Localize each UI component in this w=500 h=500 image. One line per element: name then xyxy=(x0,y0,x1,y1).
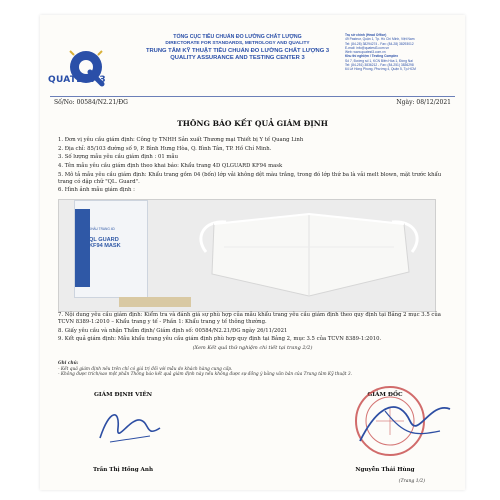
document-date: Ngày: 08/12/2021 xyxy=(396,99,451,106)
item-description: 5. Mô tả mẫu yêu cầu giám định: Khẩu trang gồm 04 (bốn) lớp vải không dệt màu trắng, trong đó lớp thứ ba là vải melt blown, mặt trước khẩu trang có dập chữ "QL. Guard". xyxy=(58,171,442,185)
package-subtitle: KHẨU TRANG 4D xyxy=(89,227,115,231)
contact-line: 64 Lê Hồng Phong, Phường 4, Quận 5, Tp.HCM xyxy=(345,67,416,72)
header-contact xyxy=(345,33,460,72)
note-item: - Kết quả giám định nêu trên chỉ có giá trị đối với mẫu do khách hàng cung cấp. xyxy=(58,366,233,372)
document-page xyxy=(40,15,465,490)
see-results-note: (Xem Kết quả thử nghiệm chi tiết tại trang 2/2) xyxy=(192,345,313,351)
document-title: THÔNG BÁO KẾT QUẢ GIÁM ĐỊNH xyxy=(177,119,328,128)
org-line-2: DIRECTORATE FOR STANDARDS, METROLOGY AND QUALITY xyxy=(165,40,310,46)
item-requirement: 7. Nội dung yêu cầu giám định: Kiểm tra và đánh giá sự phù hợp của mẫu khẩu trang yêu cầu giám định theo quy định tại Bảng 2 mục 3.5 của TCVN 8389-1:2010 – Khẩu trang y tế - Phần 1: Khẩu trang y tế thông thường. xyxy=(58,312,441,326)
contact-line: Tel: (84-251) 3836212 - Fax: (84-251) 3836298 xyxy=(345,62,414,67)
org-line-4: QUALITY ASSURANCE AND TESTING CENTER 3 xyxy=(170,55,305,62)
mask-package xyxy=(74,200,148,298)
contact-line: Khu thí nghiệm / Testing Complex xyxy=(345,54,399,59)
quatest-logo-icon xyxy=(60,43,112,95)
header-organization xyxy=(135,35,340,62)
item-quantity: 3. Số lượng mẫu yêu cầu giám định : 01 mẫu xyxy=(58,154,179,161)
contact-line: Số 7, Đường số 1, KCN Biên Hòa 1, Đồng Nai xyxy=(345,58,413,63)
org-line-1: TỔNG CỤC TIÊU CHUẨN ĐO LƯỜNG CHẤT LƯỢNG xyxy=(173,34,302,40)
package-brand-line-2: KF94 MASK xyxy=(89,243,121,250)
package-stripe xyxy=(75,209,90,287)
item-sample-name: 4. Tên mẫu yêu cầu giám định theo khai báo: Khẩu trang 4D QLGUARD KF94 mask xyxy=(58,162,283,169)
brand-name: QUATEST 3 xyxy=(48,75,106,85)
note-item: - Không được trích/sao một phần Thông báo kết quả giám định này nếu không được sự đồng ý bằng văn bản của Trung tâm Kỹ thuật 3. xyxy=(58,372,352,378)
contact-line: E-mail: info@quatest3.com.vn xyxy=(345,45,390,50)
item-request-paper: 8. Giấy yêu cầu và nhận Thẩm định/ Giám định số: 00584/N2.21/ĐG ngày 26/11/2021 xyxy=(58,327,288,334)
contact-line: Tel: (84-28) 38294274 - Fax: (84-28) 38293012 xyxy=(345,41,414,46)
ruler xyxy=(119,297,191,307)
document-items xyxy=(58,137,451,196)
director-stamp-signature-icon xyxy=(290,381,460,461)
notes-label: Ghi chú: xyxy=(58,361,79,366)
document-number: Số/No: 00584/N2.21/ĐG xyxy=(54,99,128,106)
mask-image xyxy=(184,202,434,302)
notes-block xyxy=(58,361,451,378)
contact-line: 49 Pasteur, Quận 1, Tp. Hồ Chí Minh, Việt Nam xyxy=(345,37,415,42)
item-result: 9. Kết quả giám định: Mẫu khẩu trang yêu cầu giám định phù hợp quy định tại Bảng 2, mục 3.5 của TCVN 8389-1:2010. xyxy=(58,336,382,343)
item-image-label: 6. Hình ảnh mẫu giám định : xyxy=(58,187,135,194)
inspector-title: GIÁM ĐỊNH VIÊN xyxy=(93,392,153,398)
header-divider xyxy=(50,96,455,97)
item-address: 2. Địa chỉ: 85/103 đường số 9, P. Bình Hưng Hòa, Q. Bình Tân, TP. Hồ Chí Minh. xyxy=(58,145,272,152)
package-brand-line-1: QL GUARD xyxy=(89,237,119,243)
item-requester: 1. Đơn vị yêu cầu giám định: Công ty TNHH Sản xuất Thương mại Thiết bị Y tế Quang Linh xyxy=(58,137,304,143)
contact-line: Trụ sở chính (Head Office) xyxy=(345,33,387,37)
inspector-signature-icon xyxy=(90,398,170,456)
document-items-continued xyxy=(58,312,451,345)
director-name: Nguyễn Thái Hùng xyxy=(355,467,415,473)
inspector-name: Trần Thị Hồng Anh xyxy=(92,467,154,473)
org-line-3: TRUNG TÂM KỸ THUẬT TIÊU CHUẨN ĐO LƯỜNG CHẤT LƯỢNG 3 xyxy=(145,48,330,55)
contact-line: Web: www.quatest3.com.vn xyxy=(345,50,386,55)
sample-photo xyxy=(58,199,436,312)
page-number: (Trang 1/2) xyxy=(398,479,425,484)
package-brand xyxy=(89,237,121,249)
director-title: GIÁM ĐỐC xyxy=(367,392,403,398)
